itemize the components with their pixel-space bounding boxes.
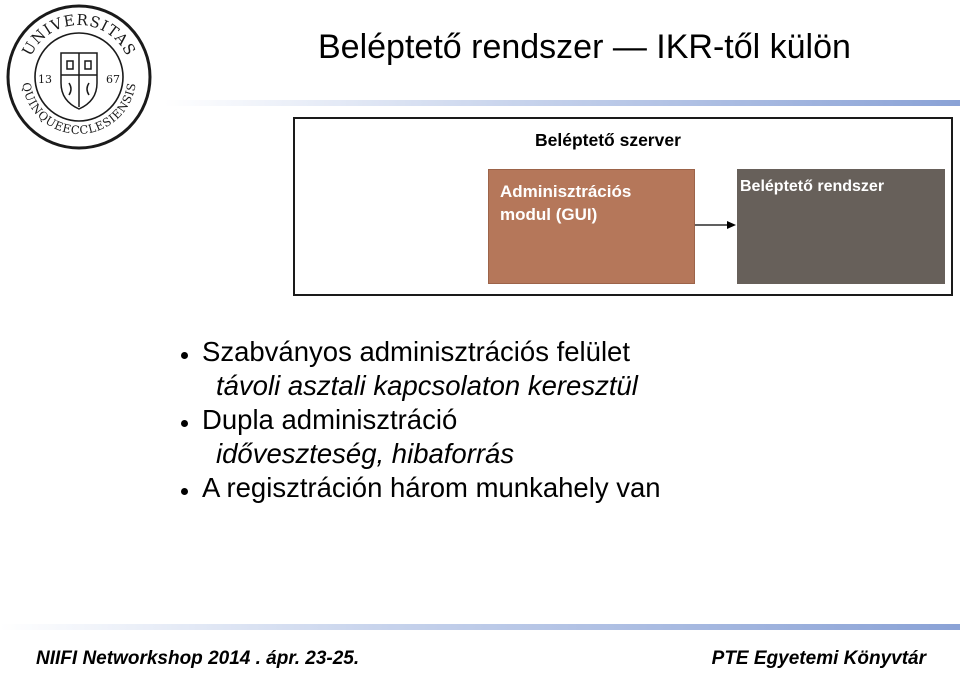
server-label: Beléptető szerver: [535, 130, 681, 150]
university-seal-logo: [5, 3, 153, 151]
footer-event: NIIFI Networkshop 2014 . ápr. 23-25.: [36, 648, 360, 669]
bullet-subtext: távoli asztali kapcsolaton keresztül: [216, 370, 638, 401]
admin-module-box: [488, 169, 695, 284]
bullet-item: Szabványos adminisztrációs felület: [180, 335, 661, 369]
title-divider: [164, 100, 960, 106]
seal-text-top: UNIVERSITAS: [18, 10, 140, 59]
arrow-right-icon: [695, 219, 737, 231]
architecture-diagram: [293, 117, 953, 296]
footer-divider: [0, 624, 960, 630]
entry-system-box: [737, 169, 945, 284]
footer-institution: PTE Egyetemi Könyvtár: [711, 648, 926, 669]
slide-title: Beléptető rendszer — IKR-től külön: [318, 28, 851, 66]
seal-number-right: 67: [106, 73, 120, 86]
entry-system-label: Beléptető rendszer: [740, 178, 885, 195]
seal-number-left: 13: [38, 73, 52, 86]
seal-shield-icon: [61, 53, 97, 109]
bullet-item: A regisztráción három munkahely van: [180, 471, 661, 505]
bullet-subtext: időveszteség, hibaforrás: [216, 438, 515, 469]
seal-text-bottom: QUINQUEECCLESIENSIS: [19, 81, 139, 138]
svg-text:UNIVERSITAS: [18, 11, 139, 59]
bullet-item: Dupla adminisztráció: [180, 403, 661, 437]
admin-module-label: Adminisztrációs modul (GUI): [500, 182, 632, 224]
bullet-list: [180, 335, 661, 505]
